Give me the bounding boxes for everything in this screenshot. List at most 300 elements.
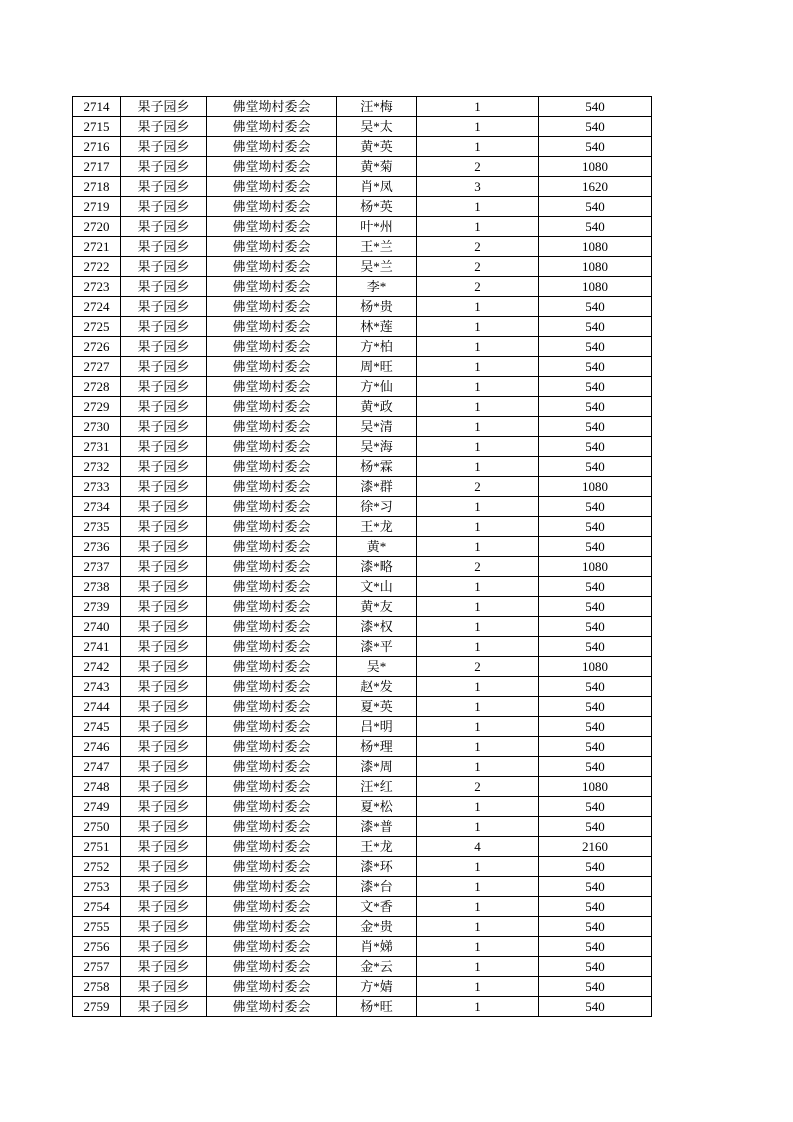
township-cell: 果子园乡 (121, 937, 207, 957)
table-row (73, 457, 652, 477)
amount-cell: 540 (539, 377, 652, 397)
serial-number-cell: 2725 (73, 317, 121, 337)
serial-number-cell: 2745 (73, 717, 121, 737)
township-cell: 果子园乡 (121, 997, 207, 1017)
amount-cell: 540 (539, 317, 652, 337)
recipient-name-cell: 赵*发 (337, 677, 417, 697)
table-row (73, 897, 652, 917)
table-row (73, 417, 652, 437)
person-count-cell: 1 (417, 857, 539, 877)
table-row (73, 977, 652, 997)
township-cell: 果子园乡 (121, 977, 207, 997)
recipient-name-cell: 方*婧 (337, 977, 417, 997)
serial-number-cell: 2757 (73, 957, 121, 977)
table-row (73, 337, 652, 357)
document-page (72, 96, 652, 1017)
serial-number-cell: 2748 (73, 777, 121, 797)
serial-number-cell: 2727 (73, 357, 121, 377)
township-cell: 果子园乡 (121, 317, 207, 337)
amount-cell: 540 (539, 357, 652, 377)
person-count-cell: 1 (417, 677, 539, 697)
township-cell: 果子园乡 (121, 737, 207, 757)
village-committee-cell: 佛堂坳村委会 (207, 597, 337, 617)
recipient-name-cell: 方*仙 (337, 377, 417, 397)
village-committee-cell: 佛堂坳村委会 (207, 837, 337, 857)
amount-cell: 540 (539, 137, 652, 157)
serial-number-cell: 2741 (73, 637, 121, 657)
amount-cell: 1080 (539, 477, 652, 497)
person-count-cell: 1 (417, 717, 539, 737)
township-cell: 果子园乡 (121, 117, 207, 137)
village-committee-cell: 佛堂坳村委会 (207, 137, 337, 157)
recipient-name-cell: 夏*英 (337, 697, 417, 717)
table-row (73, 317, 652, 337)
person-count-cell: 1 (417, 97, 539, 117)
township-cell: 果子园乡 (121, 97, 207, 117)
recipient-name-cell: 杨*贵 (337, 297, 417, 317)
recipient-name-cell: 吴*海 (337, 437, 417, 457)
village-committee-cell: 佛堂坳村委会 (207, 297, 337, 317)
village-committee-cell: 佛堂坳村委会 (207, 877, 337, 897)
village-committee-cell: 佛堂坳村委会 (207, 177, 337, 197)
table-row (73, 997, 652, 1017)
village-committee-cell: 佛堂坳村委会 (207, 397, 337, 417)
township-cell: 果子园乡 (121, 277, 207, 297)
amount-cell: 540 (539, 697, 652, 717)
serial-number-cell: 2738 (73, 577, 121, 597)
amount-cell: 540 (539, 457, 652, 477)
village-committee-cell: 佛堂坳村委会 (207, 757, 337, 777)
person-count-cell: 1 (417, 537, 539, 557)
recipient-name-cell: 文*香 (337, 897, 417, 917)
person-count-cell: 1 (417, 377, 539, 397)
table-row (73, 357, 652, 377)
person-count-cell: 3 (417, 177, 539, 197)
table-row (73, 717, 652, 737)
recipient-name-cell: 漆*普 (337, 817, 417, 837)
village-committee-cell: 佛堂坳村委会 (207, 897, 337, 917)
township-cell: 果子园乡 (121, 477, 207, 497)
amount-cell: 540 (539, 677, 652, 697)
serial-number-cell: 2759 (73, 997, 121, 1017)
amount-cell: 540 (539, 197, 652, 217)
township-cell: 果子园乡 (121, 297, 207, 317)
table-row (73, 397, 652, 417)
amount-cell: 2160 (539, 837, 652, 857)
village-committee-cell: 佛堂坳村委会 (207, 157, 337, 177)
serial-number-cell: 2751 (73, 837, 121, 857)
amount-cell: 540 (539, 977, 652, 997)
serial-number-cell: 2720 (73, 217, 121, 237)
table-row (73, 537, 652, 557)
recipient-name-cell: 漆*略 (337, 557, 417, 577)
serial-number-cell: 2739 (73, 597, 121, 617)
person-count-cell: 4 (417, 837, 539, 857)
amount-cell: 540 (539, 97, 652, 117)
recipient-name-cell: 漆*权 (337, 617, 417, 637)
person-count-cell: 1 (417, 517, 539, 537)
serial-number-cell: 2726 (73, 337, 121, 357)
amount-cell: 540 (539, 957, 652, 977)
village-committee-cell: 佛堂坳村委会 (207, 637, 337, 657)
township-cell: 果子园乡 (121, 397, 207, 417)
serial-number-cell: 2733 (73, 477, 121, 497)
village-committee-cell: 佛堂坳村委会 (207, 317, 337, 337)
amount-cell: 540 (539, 417, 652, 437)
person-count-cell: 1 (417, 137, 539, 157)
village-committee-cell: 佛堂坳村委会 (207, 857, 337, 877)
person-count-cell: 1 (417, 597, 539, 617)
table-row (73, 557, 652, 577)
township-cell: 果子园乡 (121, 417, 207, 437)
table-row (73, 737, 652, 757)
person-count-cell: 2 (417, 237, 539, 257)
serial-number-cell: 2758 (73, 977, 121, 997)
serial-number-cell: 2747 (73, 757, 121, 777)
amount-cell: 540 (539, 817, 652, 837)
person-count-cell: 1 (417, 957, 539, 977)
township-cell: 果子园乡 (121, 717, 207, 737)
serial-number-cell: 2742 (73, 657, 121, 677)
person-count-cell: 1 (417, 117, 539, 137)
person-count-cell: 1 (417, 337, 539, 357)
serial-number-cell: 2729 (73, 397, 121, 417)
amount-cell: 540 (539, 397, 652, 417)
person-count-cell: 1 (417, 497, 539, 517)
township-cell: 果子园乡 (121, 897, 207, 917)
serial-number-cell: 2744 (73, 697, 121, 717)
table-row (73, 677, 652, 697)
amount-cell: 540 (539, 117, 652, 137)
amount-cell: 1080 (539, 657, 652, 677)
amount-cell: 540 (539, 717, 652, 737)
township-cell: 果子园乡 (121, 237, 207, 257)
amount-cell: 540 (539, 537, 652, 557)
amount-cell: 540 (539, 917, 652, 937)
village-committee-cell: 佛堂坳村委会 (207, 477, 337, 497)
village-committee-cell: 佛堂坳村委会 (207, 277, 337, 297)
person-count-cell: 1 (417, 817, 539, 837)
recipient-name-cell: 王*龙 (337, 837, 417, 857)
serial-number-cell: 2716 (73, 137, 121, 157)
amount-cell: 1620 (539, 177, 652, 197)
table-row (73, 137, 652, 157)
amount-cell: 540 (539, 857, 652, 877)
township-cell: 果子园乡 (121, 357, 207, 377)
recipient-name-cell: 王*兰 (337, 237, 417, 257)
recipient-name-cell: 吴*清 (337, 417, 417, 437)
recipient-name-cell: 吴*兰 (337, 257, 417, 277)
person-count-cell: 1 (417, 737, 539, 757)
person-count-cell: 1 (417, 417, 539, 437)
township-cell: 果子园乡 (121, 457, 207, 477)
village-committee-cell: 佛堂坳村委会 (207, 197, 337, 217)
person-count-cell: 1 (417, 977, 539, 997)
beneficiary-table (72, 96, 652, 1017)
township-cell: 果子园乡 (121, 157, 207, 177)
recipient-name-cell: 汪*梅 (337, 97, 417, 117)
township-cell: 果子园乡 (121, 957, 207, 977)
table-row (73, 957, 652, 977)
table-row (73, 597, 652, 617)
serial-number-cell: 2755 (73, 917, 121, 937)
amount-cell: 1080 (539, 277, 652, 297)
person-count-cell: 2 (417, 557, 539, 577)
table-row (73, 497, 652, 517)
recipient-name-cell: 汪*红 (337, 777, 417, 797)
table-row (73, 477, 652, 497)
township-cell: 果子园乡 (121, 637, 207, 657)
amount-cell: 540 (539, 217, 652, 237)
table-row (73, 917, 652, 937)
recipient-name-cell: 金*云 (337, 957, 417, 977)
serial-number-cell: 2746 (73, 737, 121, 757)
serial-number-cell: 2714 (73, 97, 121, 117)
table-row (73, 937, 652, 957)
table-row (73, 277, 652, 297)
serial-number-cell: 2749 (73, 797, 121, 817)
amount-cell: 540 (539, 637, 652, 657)
township-cell: 果子园乡 (121, 757, 207, 777)
table-row (73, 637, 652, 657)
serial-number-cell: 2735 (73, 517, 121, 537)
village-committee-cell: 佛堂坳村委会 (207, 117, 337, 137)
recipient-name-cell: 吴* (337, 657, 417, 677)
village-committee-cell: 佛堂坳村委会 (207, 797, 337, 817)
amount-cell: 540 (539, 517, 652, 537)
serial-number-cell: 2734 (73, 497, 121, 517)
serial-number-cell: 2730 (73, 417, 121, 437)
person-count-cell: 1 (417, 937, 539, 957)
township-cell: 果子园乡 (121, 857, 207, 877)
person-count-cell: 1 (417, 297, 539, 317)
table-row (73, 657, 652, 677)
person-count-cell: 1 (417, 917, 539, 937)
person-count-cell: 1 (417, 797, 539, 817)
amount-cell: 1080 (539, 557, 652, 577)
amount-cell: 540 (539, 597, 652, 617)
table-row (73, 157, 652, 177)
village-committee-cell: 佛堂坳村委会 (207, 497, 337, 517)
recipient-name-cell: 黄*英 (337, 137, 417, 157)
township-cell: 果子园乡 (121, 257, 207, 277)
recipient-name-cell: 黄*菊 (337, 157, 417, 177)
recipient-name-cell: 黄*政 (337, 397, 417, 417)
recipient-name-cell: 杨*英 (337, 197, 417, 217)
table-row (73, 697, 652, 717)
amount-cell: 540 (539, 997, 652, 1017)
township-cell: 果子园乡 (121, 557, 207, 577)
village-committee-cell: 佛堂坳村委会 (207, 457, 337, 477)
table-row (73, 857, 652, 877)
person-count-cell: 1 (417, 617, 539, 637)
township-cell: 果子园乡 (121, 597, 207, 617)
amount-cell: 540 (539, 337, 652, 357)
person-count-cell: 2 (417, 657, 539, 677)
amount-cell: 1080 (539, 257, 652, 277)
table-row (73, 117, 652, 137)
township-cell: 果子园乡 (121, 817, 207, 837)
village-committee-cell: 佛堂坳村委会 (207, 937, 337, 957)
recipient-name-cell: 漆*平 (337, 637, 417, 657)
township-cell: 果子园乡 (121, 777, 207, 797)
village-committee-cell: 佛堂坳村委会 (207, 357, 337, 377)
table-row (73, 437, 652, 457)
serial-number-cell: 2736 (73, 537, 121, 557)
amount-cell: 540 (539, 297, 652, 317)
serial-number-cell: 2756 (73, 937, 121, 957)
village-committee-cell: 佛堂坳村委会 (207, 957, 337, 977)
serial-number-cell: 2740 (73, 617, 121, 637)
serial-number-cell: 2722 (73, 257, 121, 277)
table-row (73, 617, 652, 637)
recipient-name-cell: 漆*环 (337, 857, 417, 877)
village-committee-cell: 佛堂坳村委会 (207, 97, 337, 117)
serial-number-cell: 2752 (73, 857, 121, 877)
serial-number-cell: 2719 (73, 197, 121, 217)
village-committee-cell: 佛堂坳村委会 (207, 997, 337, 1017)
township-cell: 果子园乡 (121, 537, 207, 557)
amount-cell: 540 (539, 937, 652, 957)
recipient-name-cell: 方*柏 (337, 337, 417, 357)
serial-number-cell: 2717 (73, 157, 121, 177)
township-cell: 果子园乡 (121, 337, 207, 357)
person-count-cell: 1 (417, 197, 539, 217)
person-count-cell: 1 (417, 697, 539, 717)
amount-cell: 540 (539, 797, 652, 817)
recipient-name-cell: 林*莲 (337, 317, 417, 337)
village-committee-cell: 佛堂坳村委会 (207, 777, 337, 797)
recipient-name-cell: 吕*明 (337, 717, 417, 737)
serial-number-cell: 2731 (73, 437, 121, 457)
serial-number-cell: 2743 (73, 677, 121, 697)
table-row (73, 877, 652, 897)
amount-cell: 1080 (539, 157, 652, 177)
amount-cell: 540 (539, 497, 652, 517)
person-count-cell: 1 (417, 457, 539, 477)
person-count-cell: 1 (417, 397, 539, 417)
person-count-cell: 2 (417, 777, 539, 797)
serial-number-cell: 2728 (73, 377, 121, 397)
village-committee-cell: 佛堂坳村委会 (207, 617, 337, 637)
amount-cell: 540 (539, 897, 652, 917)
village-committee-cell: 佛堂坳村委会 (207, 657, 337, 677)
village-committee-cell: 佛堂坳村委会 (207, 717, 337, 737)
recipient-name-cell: 漆*周 (337, 757, 417, 777)
person-count-cell: 2 (417, 157, 539, 177)
recipient-name-cell: 黄*友 (337, 597, 417, 617)
township-cell: 果子园乡 (121, 497, 207, 517)
village-committee-cell: 佛堂坳村委会 (207, 977, 337, 997)
village-committee-cell: 佛堂坳村委会 (207, 217, 337, 237)
table-row (73, 217, 652, 237)
village-committee-cell: 佛堂坳村委会 (207, 517, 337, 537)
recipient-name-cell: 黄* (337, 537, 417, 557)
amount-cell: 540 (539, 577, 652, 597)
recipient-name-cell: 夏*松 (337, 797, 417, 817)
amount-cell: 1080 (539, 777, 652, 797)
serial-number-cell: 2715 (73, 117, 121, 137)
village-committee-cell: 佛堂坳村委会 (207, 697, 337, 717)
recipient-name-cell: 杨*旺 (337, 997, 417, 1017)
recipient-name-cell: 漆*台 (337, 877, 417, 897)
amount-cell: 1080 (539, 237, 652, 257)
amount-cell: 540 (539, 437, 652, 457)
recipient-name-cell: 杨*理 (337, 737, 417, 757)
table-row (73, 757, 652, 777)
table-row (73, 377, 652, 397)
township-cell: 果子园乡 (121, 697, 207, 717)
township-cell: 果子园乡 (121, 377, 207, 397)
amount-cell: 540 (539, 617, 652, 637)
township-cell: 果子园乡 (121, 177, 207, 197)
serial-number-cell: 2718 (73, 177, 121, 197)
village-committee-cell: 佛堂坳村委会 (207, 817, 337, 837)
township-cell: 果子园乡 (121, 577, 207, 597)
person-count-cell: 1 (417, 637, 539, 657)
village-committee-cell: 佛堂坳村委会 (207, 737, 337, 757)
table-row (73, 577, 652, 597)
person-count-cell: 1 (417, 877, 539, 897)
person-count-cell: 1 (417, 757, 539, 777)
recipient-name-cell: 吴*太 (337, 117, 417, 137)
village-committee-cell: 佛堂坳村委会 (207, 537, 337, 557)
table-row (73, 817, 652, 837)
recipient-name-cell: 肖*娣 (337, 937, 417, 957)
serial-number-cell: 2750 (73, 817, 121, 837)
village-committee-cell: 佛堂坳村委会 (207, 417, 337, 437)
township-cell: 果子园乡 (121, 657, 207, 677)
township-cell: 果子园乡 (121, 617, 207, 637)
recipient-name-cell: 漆*群 (337, 477, 417, 497)
person-count-cell: 1 (417, 317, 539, 337)
recipient-name-cell: 叶*州 (337, 217, 417, 237)
table-row (73, 797, 652, 817)
recipient-name-cell: 李* (337, 277, 417, 297)
serial-number-cell: 2737 (73, 557, 121, 577)
village-committee-cell: 佛堂坳村委会 (207, 437, 337, 457)
township-cell: 果子园乡 (121, 837, 207, 857)
person-count-cell: 2 (417, 257, 539, 277)
amount-cell: 540 (539, 757, 652, 777)
village-committee-cell: 佛堂坳村委会 (207, 337, 337, 357)
village-committee-cell: 佛堂坳村委会 (207, 377, 337, 397)
serial-number-cell: 2732 (73, 457, 121, 477)
recipient-name-cell: 徐*习 (337, 497, 417, 517)
serial-number-cell: 2721 (73, 237, 121, 257)
township-cell: 果子园乡 (121, 797, 207, 817)
table-row (73, 177, 652, 197)
village-committee-cell: 佛堂坳村委会 (207, 677, 337, 697)
serial-number-cell: 2754 (73, 897, 121, 917)
table-row (73, 777, 652, 797)
township-cell: 果子园乡 (121, 677, 207, 697)
township-cell: 果子园乡 (121, 517, 207, 537)
township-cell: 果子园乡 (121, 197, 207, 217)
table-row (73, 837, 652, 857)
serial-number-cell: 2753 (73, 877, 121, 897)
township-cell: 果子园乡 (121, 437, 207, 457)
recipient-name-cell: 肖*凤 (337, 177, 417, 197)
township-cell: 果子园乡 (121, 917, 207, 937)
recipient-name-cell: 金*贵 (337, 917, 417, 937)
person-count-cell: 1 (417, 437, 539, 457)
township-cell: 果子园乡 (121, 217, 207, 237)
recipient-name-cell: 周*旺 (337, 357, 417, 377)
person-count-cell: 2 (417, 477, 539, 497)
township-cell: 果子园乡 (121, 137, 207, 157)
serial-number-cell: 2724 (73, 297, 121, 317)
